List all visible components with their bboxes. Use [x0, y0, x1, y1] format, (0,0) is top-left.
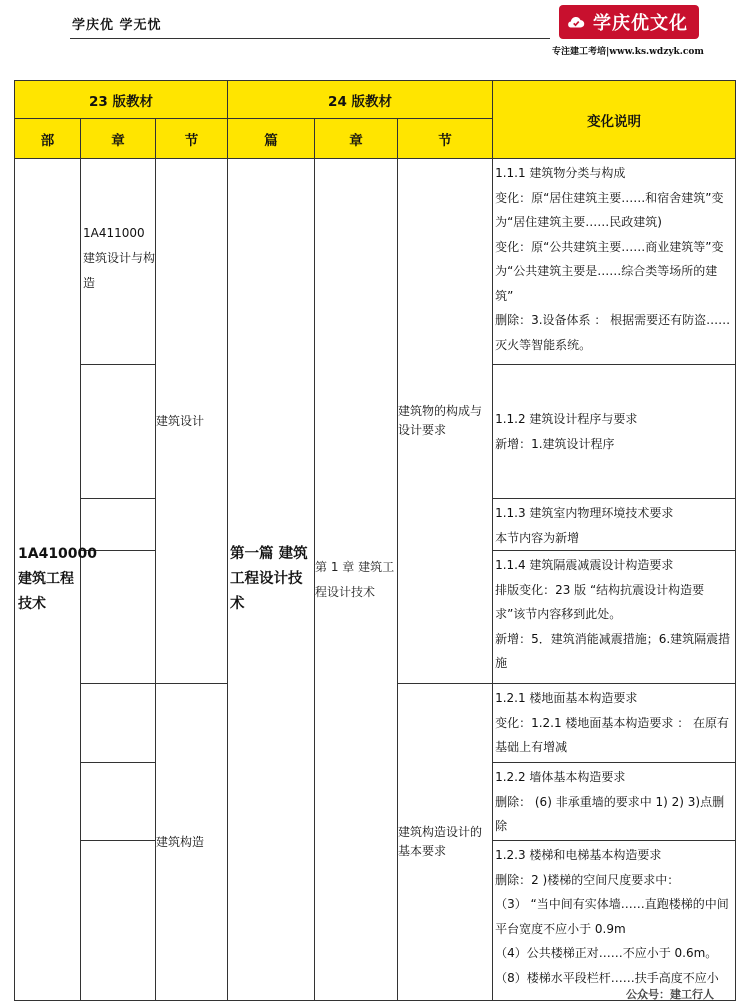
brand-logo: [559, 5, 699, 39]
header-zhang-23: 章: [81, 119, 156, 159]
header-divider: [70, 38, 550, 39]
change-item-6: 1.2.2 墙体基本构造要求 删除： (6) 非承重墙的要求中 1) 2) 3)点删除: [493, 763, 736, 841]
change-item-2: 1.1.2 建筑设计程序与要求 新增：1.建筑设计程序: [493, 365, 736, 499]
cell-empty-chapter: [81, 365, 156, 499]
watermark: 公众号：建工行人: [626, 988, 714, 1001]
header-change: 变化说明: [493, 81, 736, 159]
cell-pian-24: 第一篇 建筑工程设计技术: [228, 159, 315, 1001]
cell-bu: 1A410000 建筑工程技术: [15, 159, 81, 1001]
comparison-table: [14, 80, 736, 1001]
header-jie-23: 节: [156, 119, 228, 159]
cell-empty-chapter: [81, 551, 156, 684]
header-pian: 篇: [228, 119, 315, 159]
header-v24: 24 版教材: [228, 81, 493, 119]
change-item-5: 1.2.1 楼地面基本构造要求 变化：1.2.1 楼地面基本构造要求 ： 在原有基础上有增减: [493, 684, 736, 763]
header-zhang-24: 章: [315, 119, 398, 159]
change-item-1: 1.1.1 建筑物分类与构成 变化：原“居住建筑主要……和宿舍建筑”变为“居住建筑主要……民政建筑) 变化：原“公共建筑主要……商业建筑等”变为“公共建筑主要是……综合类等场所的建筑” 删除：3.设备体系 ： 根据需要还有防盗……灭火等智能系统。: [493, 159, 736, 365]
cell-chapter-23: 1A411000 建筑设计与构造: [81, 159, 156, 365]
cell-jie-24-a: 建筑物的构成与设计要求: [398, 159, 493, 684]
cloud-logo-icon: [565, 11, 587, 33]
cell-jie-23-struct: 建筑构造: [156, 684, 228, 1001]
cell-empty-chapter: [81, 499, 156, 551]
cell-chapter-24: 第 1 章 建筑工程设计技术: [315, 159, 398, 1001]
change-item-3: 1.1.3 建筑室内物理环境技术要求 本节内容为新增: [493, 499, 736, 551]
cell-jie-23-design: 建筑设计: [156, 159, 228, 684]
header-slogan: 学庆优 学无忧: [72, 18, 162, 33]
cell-jie-24-b: 建筑构造设计的基本要求: [398, 684, 493, 1001]
cell-empty-chapter: [81, 684, 156, 763]
change-item-4: 1.1.4 建筑隔震减震设计构造要求 排版变化：23 版 “结构抗震设计构造要求”该节内容移到此处。 新增：5．建筑消能减震措施；6.建筑隔震措施: [493, 551, 736, 684]
cell-empty-chapter: [81, 763, 156, 841]
header-v23: 23 版教材: [15, 81, 228, 119]
change-item-7: 1.2.3 楼梯和电梯基本构造要求 删除：2 )楼梯的空间尺度要求中： （3） “当中间有实体墙……直跑楼梯的中间平台宽度不应小于 0.9m （4）公共楼梯正对……不应小于 0.6m。 （8）楼梯水平段栏杆……扶手高度不应小: [493, 841, 736, 1001]
cell-empty-chapter: [81, 841, 156, 1001]
logo-text: 学庆优文化: [593, 13, 688, 34]
logo-subtitle: 专注建工考培|www.ks.wdzyk.com: [552, 47, 704, 57]
header-jie-24: 节: [398, 119, 493, 159]
header-bu: 部: [15, 119, 81, 159]
